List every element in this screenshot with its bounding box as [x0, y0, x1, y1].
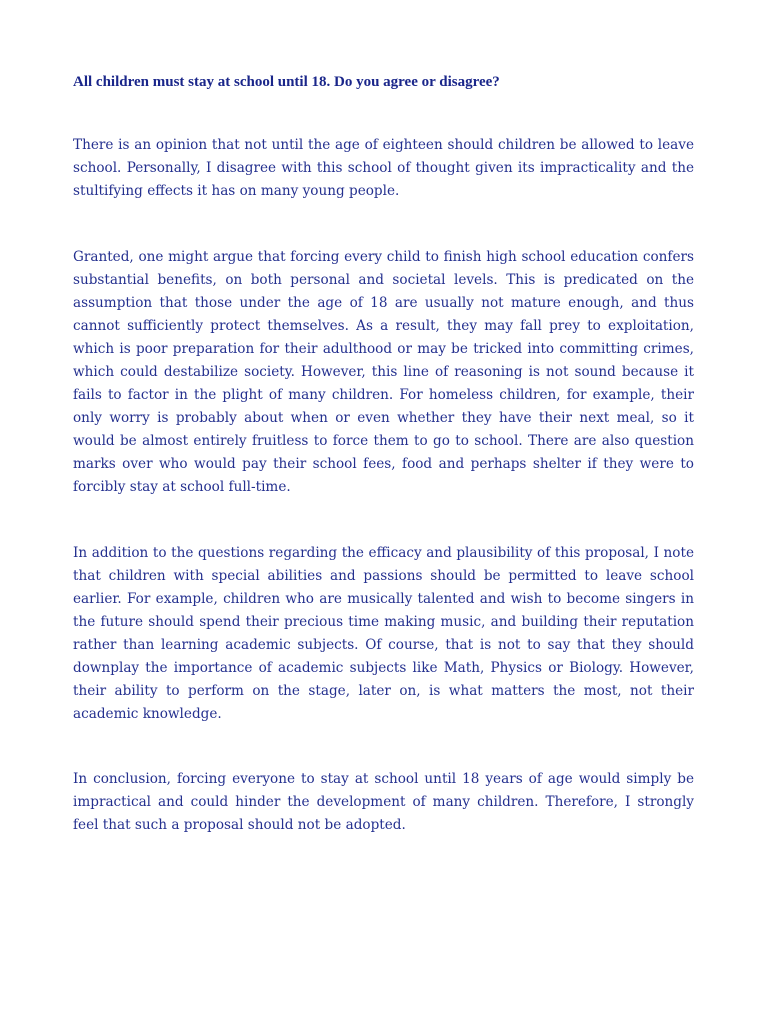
- essay-title: All children must stay at school until 18. Do you agree or disagree?: [73, 74, 500, 90]
- document-page: [73, 0, 694, 1024]
- essay-paragraph-conclusion: In conclusion, forcing everyone to stay at school until 18 years of age would simply be impractical and could hinder the development of many children. Therefore, I strongly feel that such a proposal should not be adopted.: [73, 771, 694, 833]
- essay-paragraph-body-2: In addition to the questions regarding the efficacy and plausibility of this proposal, I note that children with special abilities and passions should be permitted to leave school earlier. For example, children who are musically talented and wish to become singers in the future should spend their precious time making music, and building their reputation rather than learning academic subjects. Of course, that is not to say that they should downplay the importance of academic subjects like Math, Physics or Biology. However, their ability to perform on the stage, later on, is what matters the most, not their academic knowledge.: [73, 545, 694, 722]
- essay-paragraph-body-1: Granted, one might argue that forcing every child to finish high school education confers substantial benefits, on both personal and societal levels. This is predicated on the assumption that those under the age of 18 are usually not mature enough, and thus cannot sufficiently protect themselves. As a result, they may fall prey to exploitation, which is poor preparation for their adulthood or may be tricked into committing crimes, which could destabilize society. However, this line of reasoning is not sound because it fails to factor in the plight of many children. For homeless children, for example, their only worry is probably about when or even whether they have their next meal, so it would be almost entirely fruitless to force them to go to school. There are also question marks over who would pay their school fees, food and perhaps shelter if they were to forcibly stay at school full-time.: [73, 249, 694, 495]
- essay-paragraph-intro: There is an opinion that not until the age of eighteen should children be allowed to leave school. Personally, I disagree with this school of thought given its impracticality and the stultifying effects it has on many young people.: [73, 137, 694, 199]
